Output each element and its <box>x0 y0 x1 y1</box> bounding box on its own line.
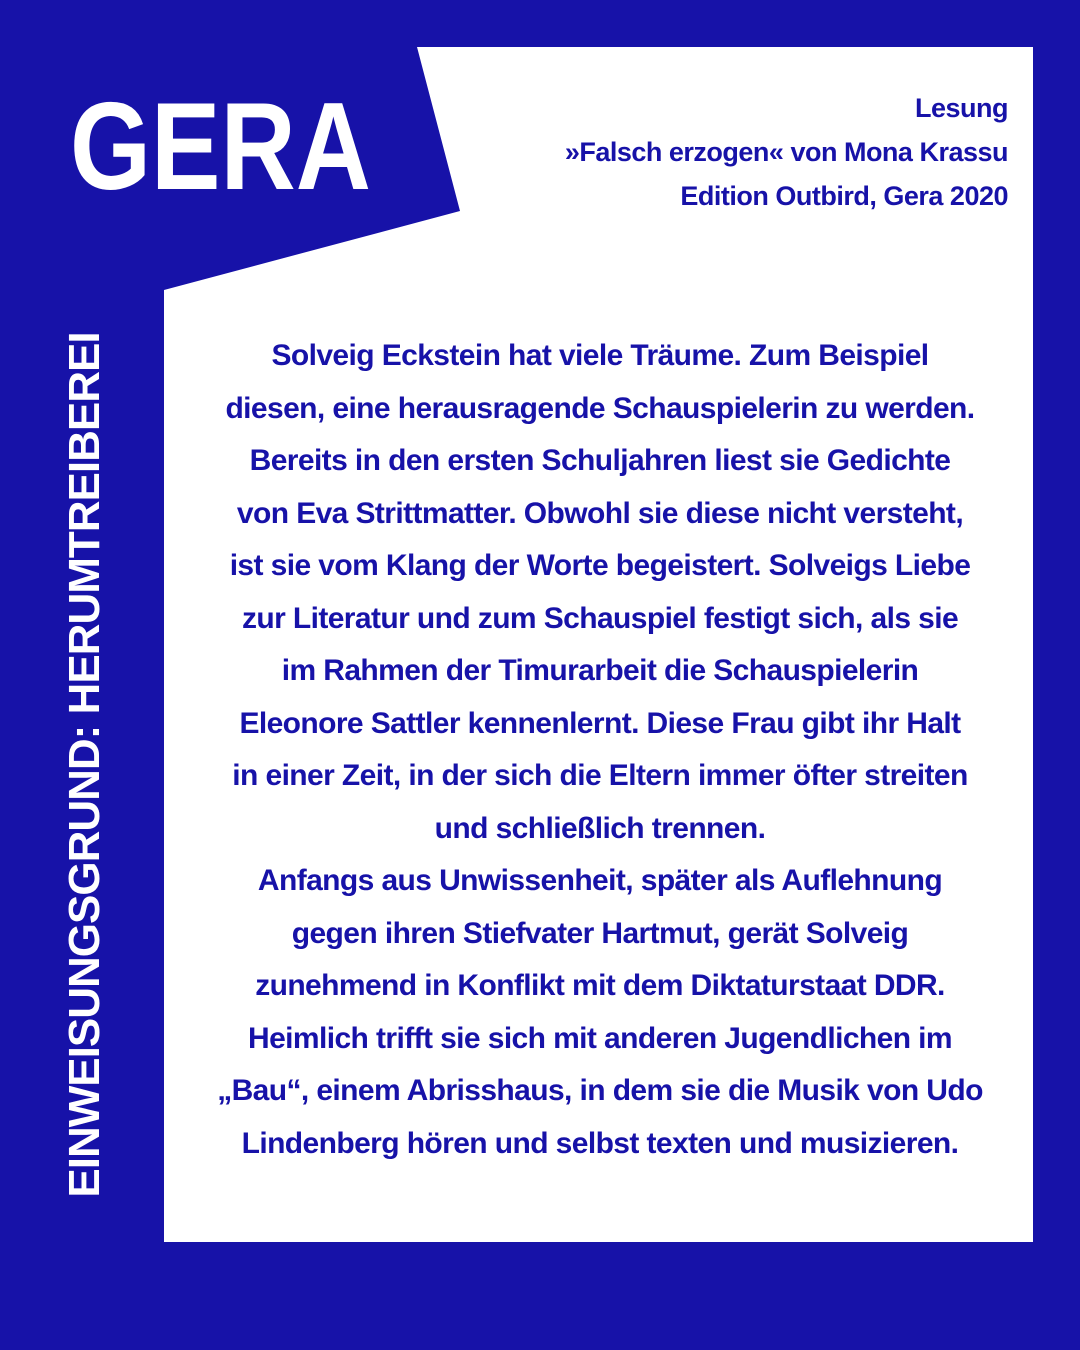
event-info <box>448 86 1008 218</box>
description-line: zunehmend in Konflikt mit dem Diktaturstaat DDR. <box>255 969 945 1002</box>
description-line: und schließlich trennen. <box>434 811 766 845</box>
description-line: Bereits in den ersten Schuljahren liest sie Gedichte <box>249 444 951 477</box>
description-line: von Eva Strittmatter. Obwohl sie diese nicht versteht, <box>236 496 964 530</box>
description-line: Eleonore Sattler kennenlernt. Diese Frau gibt ihr Halt <box>239 706 961 740</box>
description-line: gegen ihren Stiefvater Hartmut, gerät Solveig <box>291 916 909 950</box>
description-line: zur Literatur und zum Schauspiel festigt sich, als sie <box>241 601 959 635</box>
description-line: „Bau“, einem Abrisshaus, in dem sie die Musik von Udo <box>217 1074 983 1107</box>
description-line: in einer Zeit, in der sich die Eltern immer öfter streiten <box>232 759 968 792</box>
description-line: Heimlich trifft sie sich mit anderen Jugendlichen im <box>248 1021 952 1055</box>
description-text <box>190 330 1010 1170</box>
city-title: GERA <box>70 78 371 216</box>
description-line: Anfangs aus Unwissenheit, später als Auflehnung <box>257 864 943 897</box>
description-line: Solveig Eckstein hat viele Träume. Zum Beispiel <box>271 339 929 372</box>
vertical-label: EINWEISUNGSGRUND: HERUMTREIBEREI <box>60 332 109 1198</box>
book-title-author: »Falsch erzogen« von Mona Krassu <box>564 137 1008 167</box>
description-line: diesen, eine herausragende Schauspielerin zu werden. <box>225 391 975 425</box>
description-line: Lindenberg hören und selbst texten und musizieren. <box>241 1126 959 1160</box>
publisher-info: Edition Outbird, Gera 2020 <box>680 181 1008 211</box>
event-type: Lesung <box>914 93 1008 123</box>
description-line: im Rahmen der Timurarbeit die Schauspielerin <box>281 654 919 687</box>
vertical-label-container <box>55 290 115 1240</box>
description-line: ist sie vom Klang der Worte begeistert. Solveigs Liebe <box>229 549 971 582</box>
